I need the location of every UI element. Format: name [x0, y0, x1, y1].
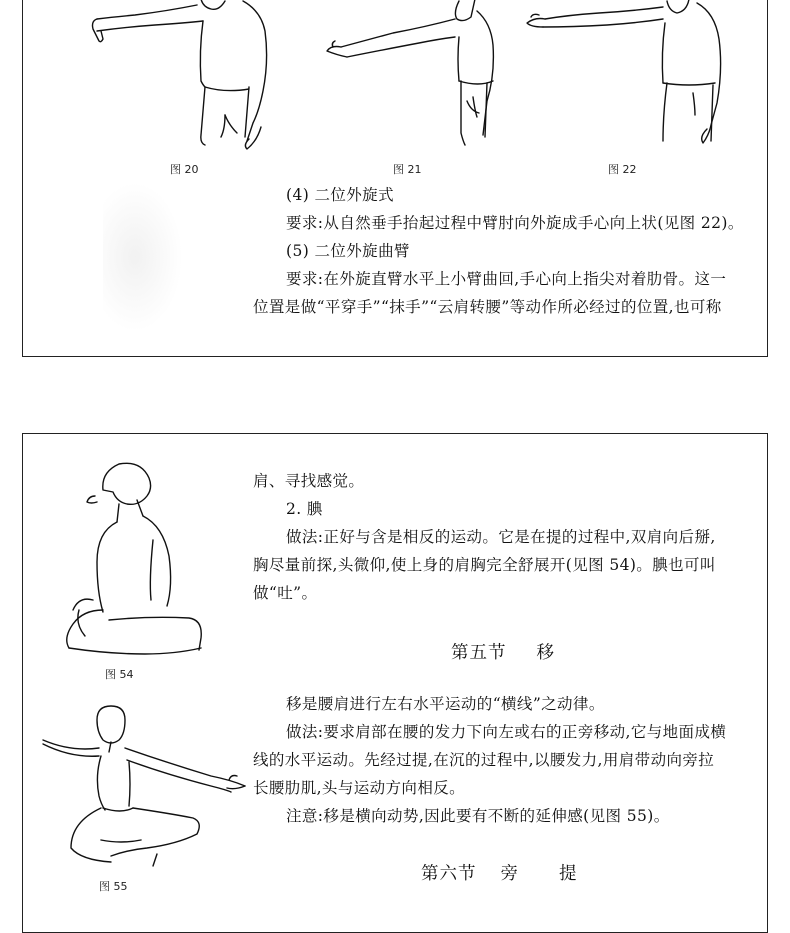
section-6-label: 第六节 — [421, 864, 477, 884]
scan-smudge — [103, 182, 183, 332]
requirement-paragraph-5-line-1: 要求:在外旋直臂水平上小臂曲回,手心向上指尖对着肋骨。这一 — [286, 270, 727, 288]
section-6-heading — [421, 860, 578, 885]
method-paragraph-yi-line-1: 做法:要求肩部在腰的发力下向左或右的正旁移动,它与地面成横 — [286, 723, 727, 741]
subsection-heading-4: (4) 二位外旋式 — [286, 186, 394, 204]
method-paragraph-tian-line-3: 做“吐”。 — [253, 584, 318, 602]
figure-20-arm-pronated-icon — [85, 0, 285, 159]
figure-22-arm-supinated-icon — [517, 0, 737, 159]
method-paragraph-yi-line-2: 线的水平运动。先经过提,在沉的过程中,以腰发力,用肩带动向旁拉 — [253, 751, 715, 769]
figure-20-caption: 图 20 — [170, 163, 199, 176]
method-paragraph-yi-line-3: 长腰肋肌,头与运动方向相反。 — [253, 779, 466, 797]
note-paragraph-yi: 注意:移是横向动势,因此要有不断的延伸感(见图 55)。 — [286, 807, 670, 825]
section-5-heading — [451, 639, 555, 664]
top-page-panel — [22, 0, 768, 357]
section-5-title: 移 — [536, 643, 555, 663]
figure-22-caption: 图 22 — [608, 163, 637, 176]
subsection-heading-5: (5) 二位外旋曲臂 — [286, 242, 410, 260]
figure-21-arm-forward-icon — [309, 0, 509, 159]
section-6-title-part-2: 提 — [559, 864, 578, 884]
bottom-page-panel — [22, 433, 768, 933]
figure-54-kneeling-chest-open-icon — [53, 460, 223, 670]
method-paragraph-tian-line-2: 胸尽量前探,头微仰,使上身的肩胸完全舒展开(见图 54)。腆也可叫 — [253, 556, 716, 574]
paragraph-shoulder-feel: 肩、寻找感觉。 — [253, 472, 365, 490]
method-paragraph-tian-line-1: 做法:正好与含是相反的运动。它是在提的过程中,双肩向后掰, — [286, 528, 716, 546]
subsection-heading-tian: 2. 腆 — [286, 500, 323, 518]
figure-55-cross-legged-arms-extended-icon — [41, 704, 251, 884]
definition-paragraph-yi: 移是腰肩进行左右水平运动的“横线”之动律。 — [286, 695, 605, 713]
section-5-label: 第五节 — [451, 643, 507, 663]
figure-54-caption: 图 54 — [105, 668, 134, 681]
figure-21-caption: 图 21 — [393, 163, 422, 176]
requirement-paragraph-5-line-2: 位置是做“平穿手”“抹手”“云肩转腰”等动作所必经过的位置,也可称 — [253, 298, 722, 316]
figure-55-caption: 图 55 — [99, 880, 128, 893]
section-6-title-part-1: 旁 — [500, 864, 519, 884]
requirement-paragraph-4: 要求:从自然垂手抬起过程中臂肘向外旋成手心向上状(见图 22)。 — [286, 214, 744, 232]
